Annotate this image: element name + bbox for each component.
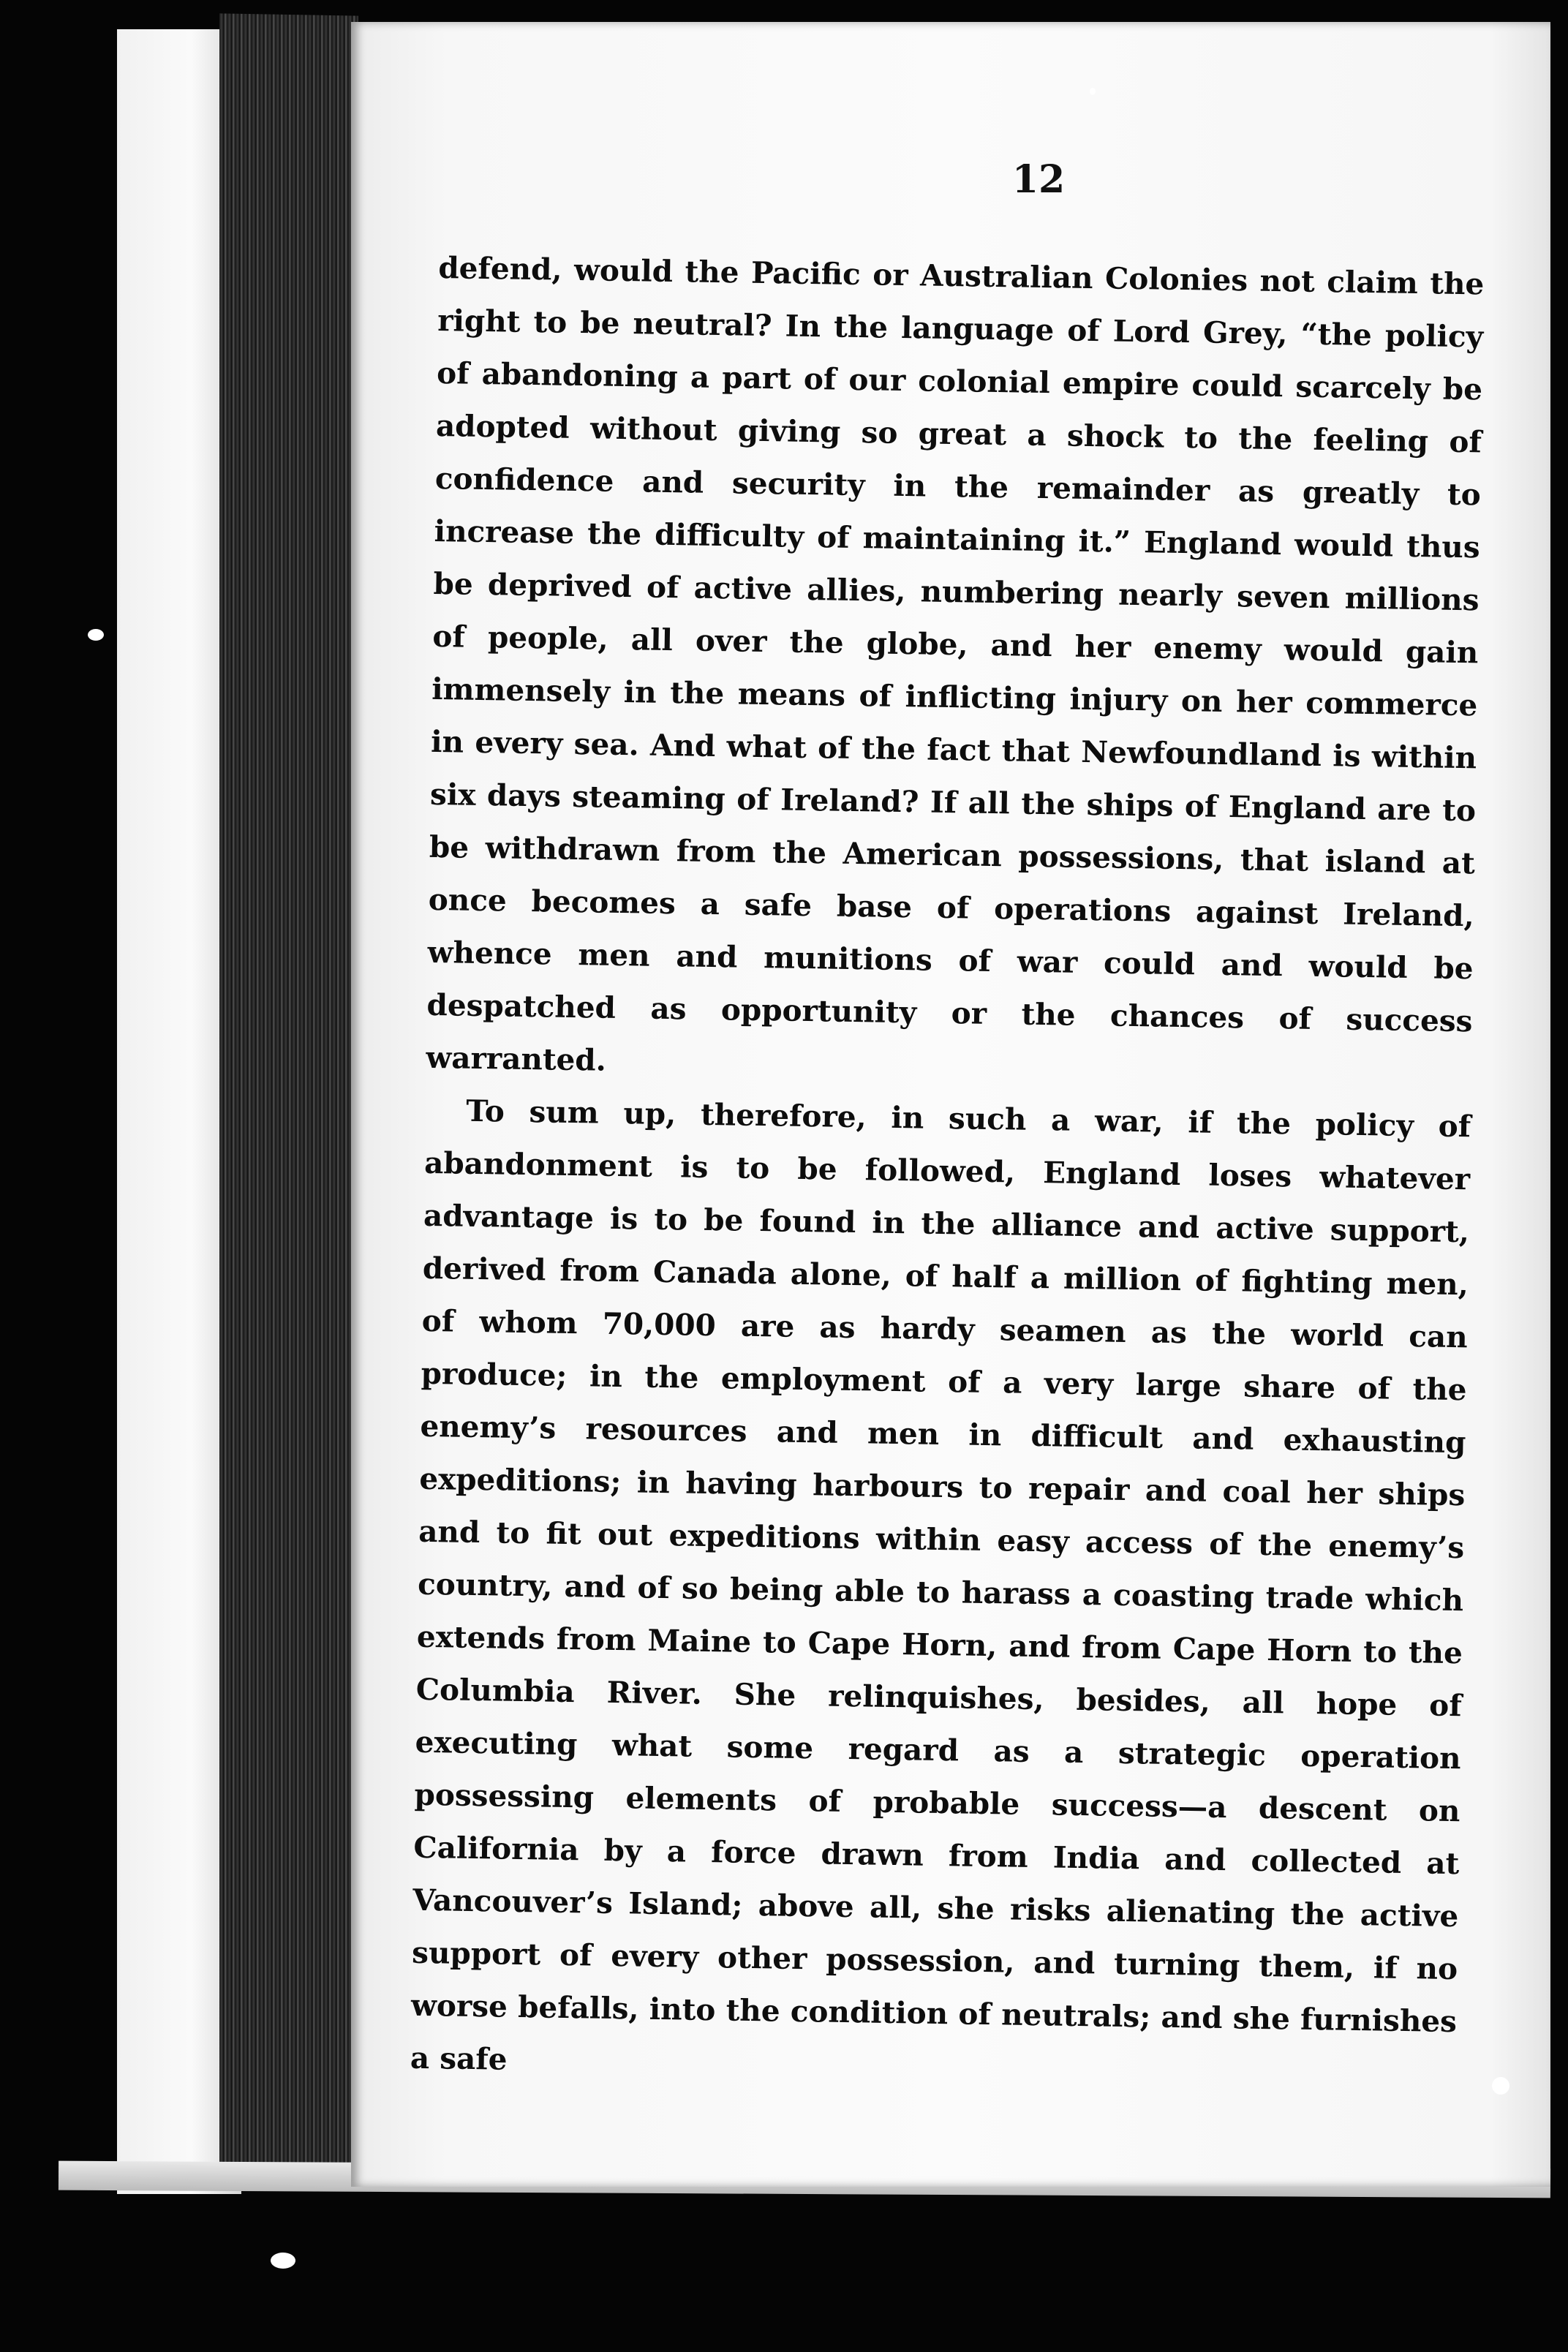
book-binding-edges [219, 13, 358, 2166]
page-body [410, 241, 1484, 2100]
page-number: 12 [1011, 157, 1066, 202]
book-page [351, 22, 1550, 2187]
scan-speck [88, 629, 104, 641]
scan-speck [1090, 88, 1096, 95]
scan-speck [271, 2253, 295, 2269]
scan-speck [1492, 2077, 1509, 2095]
paragraph: defend, would the Pacific or Australian Colonies not claim the right to be neutral? In the language of Lord Grey, “the policy of abandoning a part of our colonial empire could scarcely be adopted without giving so great a shock to the feeling of confidence and security in the remainder as greatly to increase the difficulty of maintaining it.” England would thus be deprived of active allies, numbering nearly seven millions of people, all over the globe, and her enemy would gain immensely in the means of inflicting injury on her commerce in every sea. And what of the fact that Newfoundland is within six days steaming of Ireland? If all the ships of England are to be withdrawn from the American possessions, that island at once becomes a safe base of operations against Ireland, whence men and munitions of war could and would be despatched as opportunity or the chances of success warranted. [426, 249, 1485, 1078]
paragraph: To sum up, therefore, in such a war, if the policy of abandonment is to be followed, England loses whatever advantage is to be found in the alliance and active support, derived from Canada alone, of half a million of fighting men, of whom 70,000 are as hardy seamen as the world can produce; in the employment of a very large share of the enemy’s resources and men in difficult and exhausting expeditions; in having harbours to repair and coal her ships and to fit out expeditions within easy access of the enemy’s country, and of so being able to harass a coasting trade which extends from Maine to Cape Horn, and from Cape Horn to the Columbia River. She relinquishes, besides, all hope of executing what some regard as a strategic operation possessing elements of probable success—a descent on California by a force drawn from India and collected at Vancouver’s Island; above all, she risks alienating the active support of every other possession, and turning them, if no worse befalls, into the condition of neutrals; and she furnishes a safe [410, 1093, 1471, 2077]
